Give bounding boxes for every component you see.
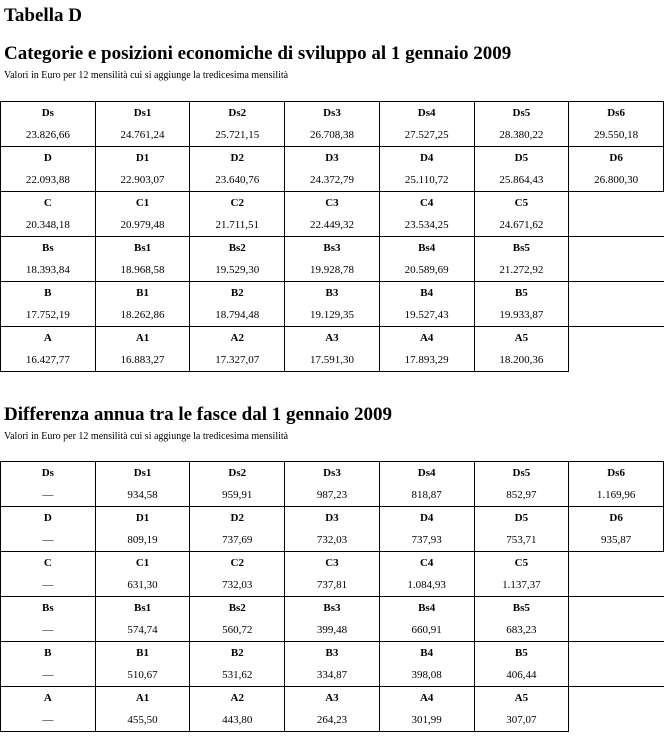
amount-value: 25.721,15 — [215, 129, 260, 141]
position-code: D6 — [609, 512, 623, 524]
document-title: Tabella D — [4, 5, 82, 26]
amount-value: 301,99 — [411, 714, 442, 726]
position-code: Ds — [41, 467, 54, 479]
table-cell — [379, 687, 474, 732]
amount-value: 24.671,62 — [499, 219, 544, 231]
position-code: Ds6 — [607, 467, 625, 479]
table-row — [1, 102, 664, 147]
position-code: Ds2 — [228, 107, 247, 119]
position-code: B1 — [136, 287, 149, 299]
table-cell — [190, 327, 285, 372]
table-cell — [379, 327, 474, 372]
amount-value: 25.864,43 — [499, 174, 544, 186]
amount-value: 264,23 — [316, 714, 348, 726]
position-code: C — [43, 197, 52, 209]
table-cell — [95, 642, 190, 687]
section-note-categories: Valori in Euro per 12 mensilità cui si aggiunge la tredicesima mensilità — [4, 70, 289, 81]
amount-value: 19.928,78 — [309, 264, 354, 276]
amount-value: 18.393,84 — [25, 264, 70, 276]
amount-value: 22.449,32 — [309, 219, 354, 231]
position-code: D — [43, 152, 52, 164]
table-cell — [1, 462, 96, 507]
amount-value: 732,03 — [222, 579, 253, 591]
table-cell — [569, 462, 664, 507]
table-cell — [190, 687, 285, 732]
table-cell — [379, 597, 474, 642]
position-code: Bs — [42, 242, 54, 254]
position-code: Bs1 — [133, 242, 152, 254]
table-cell — [474, 192, 569, 237]
table-cell — [285, 327, 380, 372]
section-heading-differences: Differenza annua tra le fasce dal 1 gennaio 2009 — [4, 404, 393, 425]
position-code: A1 — [135, 692, 150, 704]
amount-value: — — [42, 624, 54, 636]
amount-value: 510,67 — [127, 669, 158, 681]
table-cell — [95, 282, 190, 327]
amount-value: 26.800,30 — [594, 174, 639, 186]
section-heading-categories: Categorie e posizioni economiche di sviluppo al 1 gennaio 2009 — [4, 43, 512, 64]
table-cell — [190, 597, 285, 642]
amount-value: 818,87 — [411, 489, 442, 501]
position-code: Ds3 — [323, 467, 341, 479]
amount-value: 25.110,72 — [404, 174, 449, 186]
table-cell — [95, 687, 190, 732]
table-cell — [285, 552, 380, 597]
position-code: Bs4 — [418, 602, 436, 614]
table-cell — [190, 552, 285, 597]
position-code: Ds4 — [417, 107, 436, 119]
amount-value: 1.137,37 — [502, 579, 541, 591]
table-cell — [1, 102, 96, 147]
position-code: A — [43, 692, 52, 704]
table-cell — [379, 147, 474, 192]
table-cell — [569, 147, 664, 192]
table-cell — [285, 687, 380, 732]
table-cell — [1, 147, 96, 192]
amount-value: 334,87 — [316, 669, 348, 681]
table-cell — [569, 507, 664, 552]
table-row — [1, 282, 664, 327]
position-code: Ds — [41, 107, 54, 119]
amount-value: 20.348,18 — [25, 219, 70, 231]
table-cell — [285, 642, 380, 687]
table-cell — [95, 237, 190, 282]
table-cell — [379, 462, 474, 507]
amount-value: 20.589,69 — [404, 264, 449, 276]
amount-value: 23.640,76 — [215, 174, 260, 186]
amount-value: 935,87 — [600, 534, 632, 546]
position-code: Ds5 — [512, 107, 531, 119]
position-code: Bs5 — [512, 242, 530, 254]
position-code: B3 — [325, 647, 339, 659]
table-cell — [95, 147, 190, 192]
empty-cell — [569, 642, 664, 687]
amount-value: 531,62 — [222, 669, 253, 681]
position-code: C2 — [230, 197, 244, 209]
table-cell — [1, 687, 96, 732]
amount-value: 19.933,87 — [499, 309, 544, 321]
amount-value: 26.708,38 — [309, 129, 354, 141]
table-cell — [95, 192, 190, 237]
table-cell — [1, 552, 96, 597]
table-cell — [474, 597, 569, 642]
amount-value: 17.893,29 — [404, 354, 449, 366]
position-code: A4 — [419, 692, 434, 704]
table-cell — [379, 642, 474, 687]
amount-value: 737,69 — [222, 534, 253, 546]
amount-value: 18.968,58 — [120, 264, 165, 276]
position-code: C — [43, 557, 52, 569]
amount-value: — — [42, 489, 54, 501]
amount-value: 631,30 — [127, 579, 158, 591]
position-code: A2 — [230, 332, 244, 344]
table-cell — [474, 642, 569, 687]
amount-value: 732,03 — [316, 534, 348, 546]
position-code: B5 — [514, 647, 528, 659]
position-code: A4 — [419, 332, 434, 344]
table-cell — [190, 102, 285, 147]
position-code: Bs5 — [512, 602, 530, 614]
amount-value: 959,91 — [222, 489, 253, 501]
empty-cell — [569, 597, 664, 642]
position-code: C4 — [419, 557, 434, 569]
empty-cell — [569, 192, 664, 237]
position-code: Ds5 — [512, 467, 531, 479]
amount-value: 660,91 — [411, 624, 442, 636]
position-code: Ds1 — [133, 467, 152, 479]
position-code: C4 — [419, 197, 434, 209]
amount-value: 17.591,30 — [309, 354, 354, 366]
table-cell — [379, 237, 474, 282]
amount-value: 683,23 — [506, 624, 537, 636]
table-cell — [474, 282, 569, 327]
empty-cell — [569, 552, 664, 597]
table-cell — [379, 102, 474, 147]
position-code: Ds6 — [607, 107, 625, 119]
amount-value: — — [42, 714, 54, 726]
table-cell — [1, 327, 96, 372]
amount-value: 934,58 — [127, 489, 158, 501]
amount-value: 18.200,36 — [499, 354, 544, 366]
amount-value: 23.534,25 — [404, 219, 449, 231]
amount-value: 27.527,25 — [404, 129, 449, 141]
position-code: D3 — [325, 152, 339, 164]
amount-value: 18.262,86 — [120, 309, 165, 321]
position-code: D4 — [419, 512, 434, 524]
position-code: A5 — [514, 332, 529, 344]
table-cell — [379, 192, 474, 237]
table-cell — [190, 642, 285, 687]
amount-value: 987,23 — [316, 489, 348, 501]
position-code: D6 — [609, 152, 623, 164]
table-cell — [95, 597, 190, 642]
position-code: B1 — [136, 647, 149, 659]
table-row — [1, 552, 664, 597]
amount-value: 17.327,07 — [215, 354, 260, 366]
table-cell — [379, 507, 474, 552]
table-cell — [474, 237, 569, 282]
table-cell — [285, 102, 380, 147]
position-code: A5 — [514, 692, 529, 704]
position-code: A3 — [325, 332, 339, 344]
amount-value: 21.272,92 — [499, 264, 544, 276]
amount-value: 18.794,48 — [215, 309, 260, 321]
empty-cell — [569, 327, 664, 372]
amount-value: 852,97 — [506, 489, 537, 501]
position-code: D2 — [230, 152, 244, 164]
table-cell — [95, 552, 190, 597]
amount-value: 398,08 — [411, 669, 442, 681]
table-row — [1, 687, 664, 732]
position-code: A3 — [325, 692, 339, 704]
amount-value: — — [42, 534, 54, 546]
amount-value: 560,72 — [222, 624, 253, 636]
position-code: Bs4 — [418, 242, 436, 254]
amount-value: 443,80 — [222, 714, 253, 726]
position-code: D5 — [514, 512, 529, 524]
position-code: B2 — [230, 287, 244, 299]
amount-value: 737,93 — [411, 534, 442, 546]
table-cell — [1, 642, 96, 687]
table-cell — [379, 282, 474, 327]
position-code: Bs — [42, 602, 54, 614]
table-cell — [474, 687, 569, 732]
amount-value: 1.084,93 — [407, 579, 446, 591]
table-cell — [285, 507, 380, 552]
position-code: D2 — [230, 512, 244, 524]
amount-value: 574,74 — [127, 624, 158, 636]
position-code: D3 — [325, 512, 339, 524]
table-cell — [569, 102, 664, 147]
table-cell — [1, 237, 96, 282]
position-code: Bs3 — [323, 602, 341, 614]
position-code: Ds4 — [417, 467, 436, 479]
table-row — [1, 147, 664, 192]
difference-table — [0, 461, 664, 732]
table-cell — [474, 102, 569, 147]
table-cell — [190, 192, 285, 237]
amount-value: 28.380,22 — [499, 129, 544, 141]
position-code: Ds2 — [228, 467, 247, 479]
amount-value: — — [42, 669, 54, 681]
amount-value: 809,19 — [127, 534, 158, 546]
position-code: D4 — [419, 152, 434, 164]
table-cell — [285, 597, 380, 642]
table-cell — [1, 507, 96, 552]
amount-value: 22.093,88 — [25, 174, 70, 186]
position-code: C1 — [135, 557, 150, 569]
amount-value: 1.169,96 — [596, 489, 636, 501]
position-code: Bs3 — [323, 242, 341, 254]
amount-value: 22.903,07 — [120, 174, 165, 186]
position-code: B — [44, 287, 52, 299]
amount-value: 19.129,35 — [309, 309, 354, 321]
amount-value: 19.529,30 — [215, 264, 260, 276]
table-cell — [95, 462, 190, 507]
amount-value: 17.752,19 — [25, 309, 70, 321]
position-code: C5 — [514, 557, 529, 569]
table-cell — [474, 462, 569, 507]
table-cell — [190, 462, 285, 507]
position-code: C5 — [514, 197, 529, 209]
amount-value: 20.979,48 — [120, 219, 165, 231]
table-row — [1, 642, 664, 687]
amount-value: 29.550,18 — [594, 129, 639, 141]
empty-cell — [569, 237, 664, 282]
amount-value: 737,81 — [316, 579, 348, 591]
table-cell — [285, 192, 380, 237]
table-cell — [285, 282, 380, 327]
table-row — [1, 507, 664, 552]
table-cell — [1, 597, 96, 642]
table-cell — [285, 147, 380, 192]
position-code: Ds1 — [133, 107, 152, 119]
amount-value: 21.711,51 — [215, 219, 260, 231]
table-cell — [95, 507, 190, 552]
position-code: D — [43, 512, 52, 524]
amount-value: 399,48 — [316, 624, 348, 636]
table-row — [1, 192, 664, 237]
table-cell — [1, 192, 96, 237]
position-code: Bs2 — [228, 602, 246, 614]
table-cell — [95, 327, 190, 372]
position-code: B2 — [230, 647, 244, 659]
position-code: B3 — [325, 287, 339, 299]
position-code: B4 — [420, 647, 434, 659]
table-cell — [1, 282, 96, 327]
position-code: C3 — [325, 557, 339, 569]
table-cell — [190, 237, 285, 282]
position-code: C3 — [325, 197, 339, 209]
position-code: D5 — [514, 152, 529, 164]
table-cell — [190, 282, 285, 327]
empty-cell — [569, 282, 664, 327]
position-code: B5 — [514, 287, 528, 299]
amount-value: 24.372,79 — [309, 174, 354, 186]
amount-value: 19.527,43 — [404, 309, 449, 321]
table-row — [1, 597, 664, 642]
amount-value: 406,44 — [506, 669, 537, 681]
position-code: A1 — [135, 332, 150, 344]
position-code: C2 — [230, 557, 244, 569]
table-cell — [474, 147, 569, 192]
table-cell — [190, 147, 285, 192]
amount-value: 753,71 — [506, 534, 537, 546]
position-code: A2 — [230, 692, 244, 704]
position-code: D1 — [135, 512, 150, 524]
position-code: B4 — [420, 287, 434, 299]
section-note-differences: Valori in Euro per 12 mensilità cui si aggiunge la tredicesima mensilità — [4, 431, 289, 442]
position-code: Bs1 — [133, 602, 152, 614]
table-row — [1, 237, 664, 282]
amount-value: 455,50 — [127, 714, 158, 726]
empty-cell — [569, 687, 664, 732]
table-cell — [379, 552, 474, 597]
amount-value: 23.826,66 — [25, 129, 70, 141]
table-cell — [285, 462, 380, 507]
position-code: D1 — [135, 152, 150, 164]
amount-value: 24.761,24 — [120, 129, 165, 141]
table-cell — [474, 552, 569, 597]
amount-value: 307,07 — [506, 714, 537, 726]
position-code: Bs2 — [228, 242, 246, 254]
position-code: A — [43, 332, 52, 344]
position-code: C1 — [135, 197, 150, 209]
table-cell — [190, 507, 285, 552]
position-code: Ds3 — [323, 107, 341, 119]
salary-table — [0, 101, 664, 372]
amount-value: 16.427,77 — [25, 354, 70, 366]
table-cell — [285, 237, 380, 282]
table-cell — [95, 102, 190, 147]
position-code: B — [44, 647, 52, 659]
amount-value: 16.883,27 — [120, 354, 165, 366]
amount-value: — — [42, 579, 54, 591]
table-cell — [474, 507, 569, 552]
table-row — [1, 327, 664, 372]
table-cell — [474, 327, 569, 372]
table-row — [1, 462, 664, 507]
